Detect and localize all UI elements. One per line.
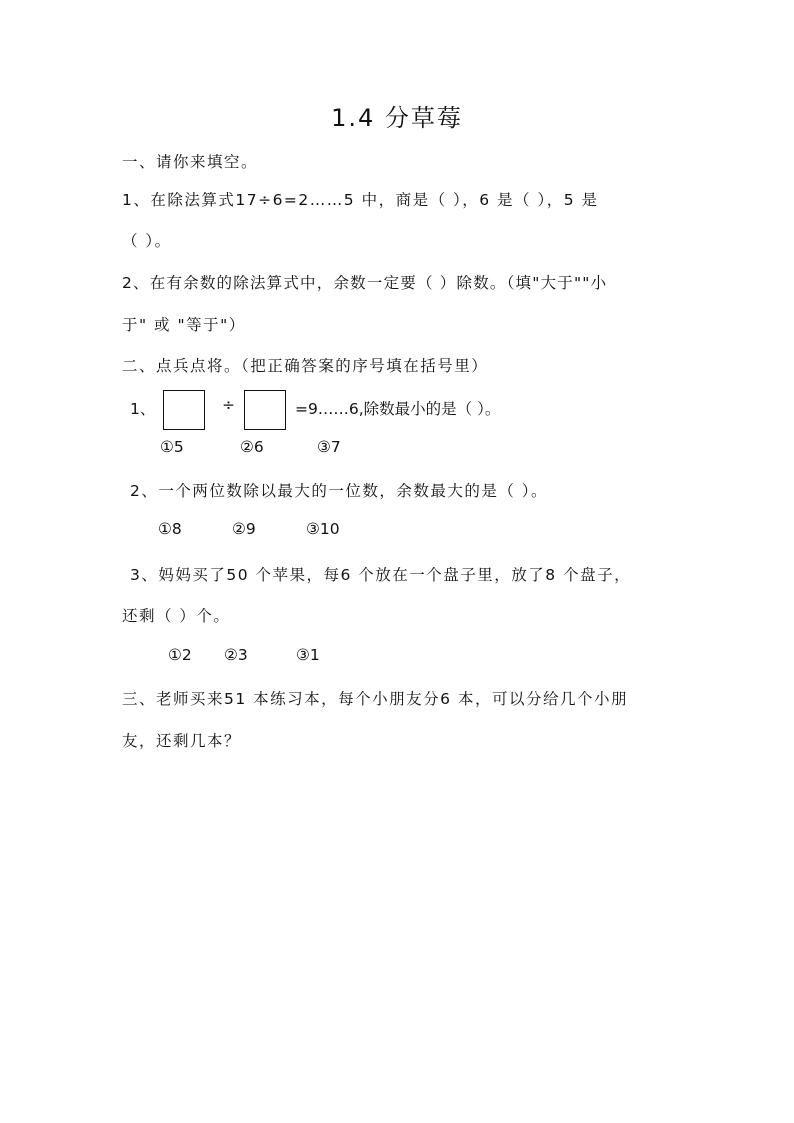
q1-line2: （ ）。: [122, 232, 172, 250]
q2-line2: 于" 或 "等于"）: [122, 316, 246, 334]
s2-q3-option-2: ②3: [224, 646, 248, 664]
s2-q2-option-1: ①8: [158, 520, 182, 538]
divisor-box: [244, 390, 286, 430]
s2-q3-line1: 3、妈妈买了50 个苹果，每6 个放在一个盘子里，放了8 个盘子，: [130, 566, 632, 584]
division-sign: ÷: [222, 396, 235, 414]
s2-q2-text: 2、一个两位数除以最大的一位数，余数最大的是（ ）。: [130, 482, 549, 500]
s2-q3-option-1: ①2: [168, 646, 192, 664]
s2-q1-option-2: ②6: [240, 438, 264, 456]
page-title: 1.4 分草莓: [331, 104, 463, 132]
q2-line1: 2、在有余数的除法算式中，余数一定要（ ）除数。（填"大于""小: [122, 274, 608, 292]
s2-q2-option-2: ②9: [232, 520, 256, 538]
s2-q1-tail: =9……6,除数最小的是（ ）。: [295, 400, 501, 418]
dividend-box: [163, 390, 205, 430]
s2-q3-line2: 还剩（ ）个。: [122, 607, 231, 625]
section3-line2: 友，还剩几本？: [122, 732, 242, 750]
section1-heading: 一、请你来填空。: [122, 153, 259, 171]
s2-q1-number: 1、: [130, 400, 156, 418]
s2-q2-option-3: ③10: [306, 520, 340, 538]
s2-q1-option-3: ③7: [317, 438, 341, 456]
q1-line1: 1、在除法算式17÷6=2……5 中，商是（ ），6 是（ ），5 是: [122, 191, 599, 209]
section3-line1: 三、老师买来51 本练习本，每个小朋友分6 本，可以分给几个小朋: [122, 690, 628, 708]
s2-q1-option-1: ①5: [160, 438, 184, 456]
s2-q3-option-3: ③1: [296, 646, 320, 664]
section2-heading: 二、点兵点将。（把正确答案的序号填在括号里）: [122, 357, 489, 375]
